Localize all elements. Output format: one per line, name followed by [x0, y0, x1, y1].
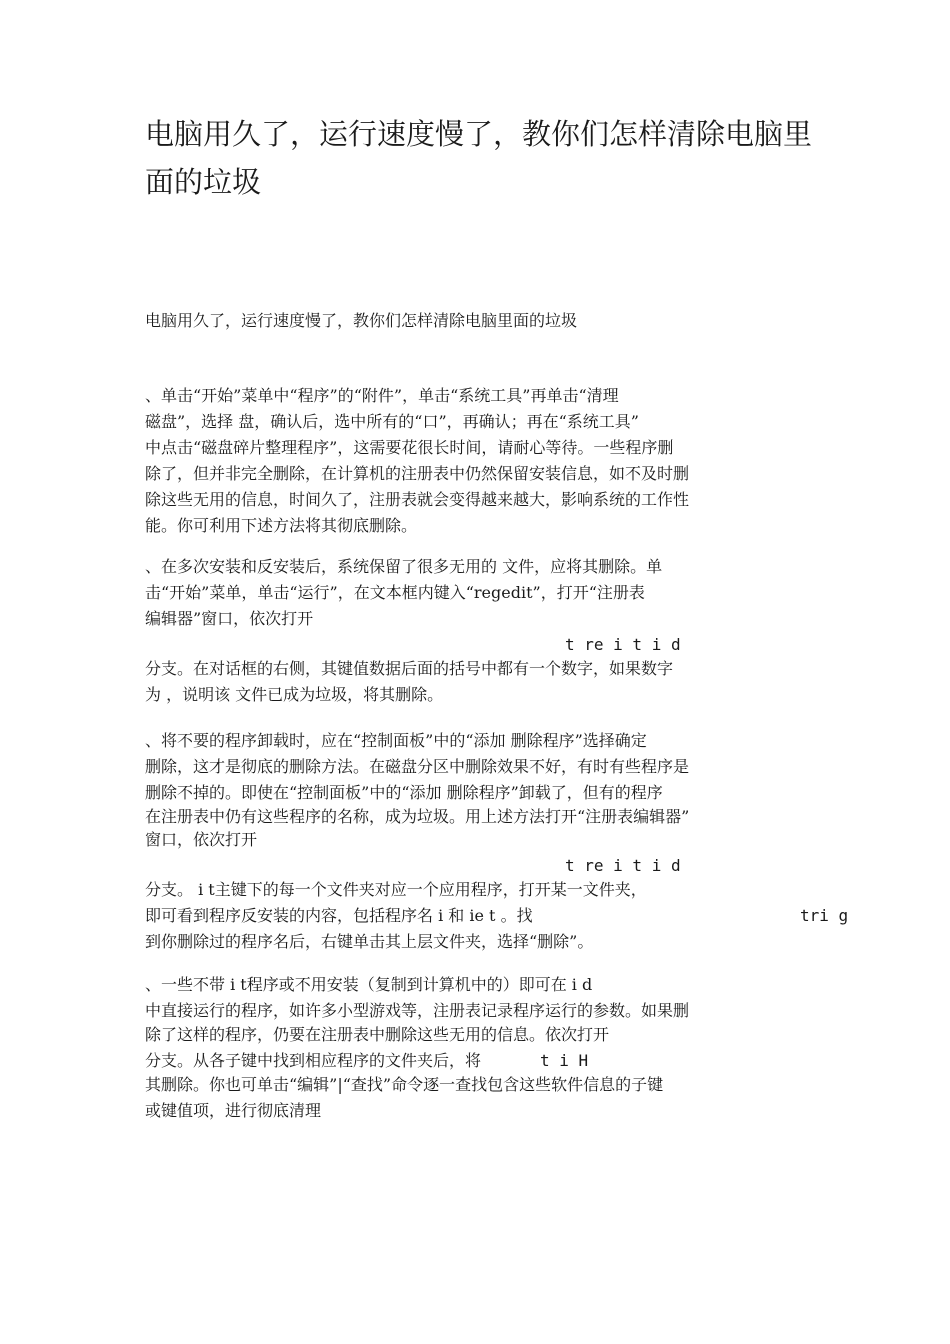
registry-path-fragment: t i H [540, 1051, 589, 1070]
paragraph-line: 编辑器”窗口，依次打开 [145, 609, 314, 628]
paragraph-line: 磁盘”，选择 盘，确认后，选中所有的“口”，再确认；再在“系统工具” [145, 412, 639, 431]
paragraph-line: 即可看到程序反安装的内容，包括程序名 i 和 ie t 。找 [145, 906, 533, 925]
paragraph-line: 窗口，依次打开 [145, 830, 258, 849]
paragraph-line: 除了，但并非完全删除，在计算机的注册表中仍然保留安装信息，如不及时删 [145, 464, 690, 483]
paragraph-line: 除了这样的程序，仍要在注册表中删除这些无用的信息。依次打开 [145, 1025, 610, 1044]
paragraph-line: 分支。在对话框的右侧，其键值数据后面的括号中都有一个数字，如果数字 [145, 659, 674, 678]
subtitle: 电脑用久了，运行速度慢了，教你们怎样清除电脑里面的垃圾 [145, 311, 578, 330]
page-title: 电脑用久了，运行速度慢了，教你们怎样清除电脑里面的垃圾 [145, 117, 813, 199]
paragraph-line: 、将不要的程序卸载时，应在“控制面板”中的“添加 删除程序”选择确定 [145, 731, 647, 750]
paragraph-line: 除这些无用的信息，时间久了，注册表就会变得越来越大，影响系统的工作性 [145, 490, 690, 509]
paragraph-line: 删除不掉的。即使在“控制面板”中的“添加 删除程序”卸载了，但有的程序 [145, 783, 663, 802]
paragraph-line: 能。你可利用下述方法将其彻底删除。 [145, 516, 418, 535]
paragraph-line: 为 ，说明该 文件已成为垃圾，将其删除。 [145, 685, 444, 704]
paragraph-line: 在注册表中仍有这些程序的名称，成为垃圾。用上述方法打开“注册表编辑器” [145, 807, 690, 826]
paragraph-line: 删除，这才是彻底的删除方法。在磁盘分区中删除效果不好，有时有些程序是 [145, 757, 690, 776]
paragraph-line: 中直接运行的程序，如许多小型游戏等，注册表记录程序运行的参数。如果删 [145, 1001, 690, 1020]
paragraph-line: 中点击“磁盘碎片整理程序”，这需要花很长时间，请耐心等待。一些程序删 [145, 438, 674, 457]
registry-path-fragment: t re i t i d [565, 856, 681, 875]
paragraph-line: 击“开始”菜单，单击“运行”，在文本框内键入“regedit”，打开“注册表 [145, 583, 645, 602]
registry-path-fragment: t re i t i d [565, 635, 681, 654]
paragraph-line: 、单击“开始”菜单中“程序”的“附件”，单击“系统工具”再单击“清理 [145, 386, 619, 405]
paragraph-line: 、一些不带 i t程序或不用安装（复制到计算机中的）即可在 i d [145, 975, 593, 994]
paragraph-line: 到你删除过的程序名后，右键单击其上层文件夹，选择“删除”。 [145, 932, 594, 951]
registry-key-fragment: tri g [800, 906, 849, 925]
paragraph-line: 其删除。你也可单击“编辑”|“查找”命令逐一查找包含这些软件信息的子键 [145, 1075, 664, 1094]
paragraph-line: 、在多次安装和反安装后，系统保留了很多无用的 文件，应将其删除。单 [145, 557, 663, 576]
paragraph-line: 分支。从各子键中找到相应程序的文件夹后，将 [145, 1051, 482, 1070]
paragraph-line: 分支。 i t主键下的每一个文件夹对应一个应用程序，打开某一文件夹， [145, 880, 647, 899]
paragraph-line: 或键值项，进行彻底清理 [145, 1101, 322, 1120]
